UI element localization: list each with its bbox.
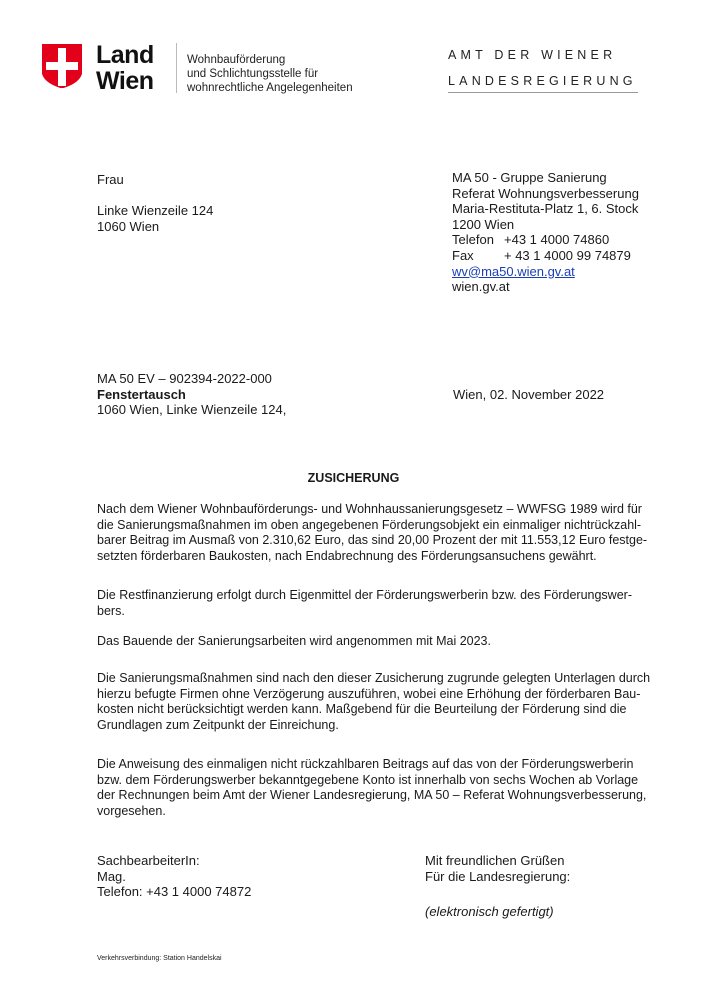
paragraph-line: bzw. dem Förderungswerber bekanntgegebene Konto ist innerhalb von sechs Wochen ab Vorlage xyxy=(97,772,639,787)
fax-label: Fax xyxy=(452,247,474,263)
fax-number: + 43 1 4000 99 74879 xyxy=(504,247,631,263)
department-line: Wohnbauförderung xyxy=(187,54,286,66)
paragraph-grant xyxy=(97,502,648,564)
document-heading: ZUSICHERUNG xyxy=(307,471,400,485)
paragraph-line: Nach dem Wiener Wohnbauförderungs- und Wohnhaussanierungsgesetz – WWFSG 1989 wird für xyxy=(97,502,642,516)
paragraph-line: hierzu befugte Firmen ohne Verzögerung auszuführen, wobei eine Erhöhung der förderbaren Bau- xyxy=(97,686,641,701)
logo-divider xyxy=(176,43,177,93)
paragraph-line: die Sanierungsmaßnahmen im oben angegebenen Förderungsobjekt ein einmaliger nichtrückzahl- xyxy=(97,517,642,532)
paragraph-payment xyxy=(97,757,647,819)
phone-number: +43 1 4000 74860 xyxy=(504,232,610,248)
department-line: wohnrechtliche Angelegenheiten xyxy=(187,82,353,94)
sender-unit: Referat Wohnungsverbesserung xyxy=(452,185,639,201)
authority-name xyxy=(448,42,638,94)
sender-fax-row xyxy=(452,248,639,264)
department-line: und Schlichtungsstelle für xyxy=(187,68,319,80)
reference-address: 1060 Wien, Linke Wienzeile 124, xyxy=(97,402,287,418)
letter-date: Wien, 02. November 2022 xyxy=(453,387,605,402)
paragraph-financing xyxy=(97,588,642,619)
sender-block xyxy=(452,170,639,295)
paragraph-line: Die Sanierungsmaßnahmen sind nach den dieser Zusicherung zugrunde gelegten Unterlagen durch xyxy=(97,671,651,685)
reference-number: MA 50 EV – 902394-2022-000 xyxy=(97,371,272,386)
case-officer-block xyxy=(97,853,251,900)
recipient-city: 1060 Wien xyxy=(97,218,160,234)
sender-street: Maria-Restituta-Platz 1, 6. Stock xyxy=(452,201,639,217)
phone-label: Telefon xyxy=(452,232,494,248)
paragraph-line: Das Bauende der Sanierungsarbeiten wird angenommen mit Mai 2023. xyxy=(97,634,491,648)
case-officer-phone: Telefon: +43 1 4000 74872 xyxy=(97,884,252,900)
closing-greeting: Mit freundlichen Grüßen xyxy=(425,853,565,868)
logo-line-wien: Wien xyxy=(96,67,154,95)
reference-subject: Fenstertausch xyxy=(97,386,186,402)
closing-block xyxy=(425,853,570,884)
paragraph-line: barer Beitrag im Ausmaß von 2.310,62 Euro, das sind 20,00 Prozent der mit 11.553,12 Euro festge- xyxy=(97,533,648,548)
paragraph-line: vorgesehen. xyxy=(97,803,166,818)
paragraph-line: Die Anweisung des einmaligen nicht rückzahlbaren Beitrags auf das von der Förderungswerberin xyxy=(97,757,634,771)
paragraph-line: Grundlagen zum Zeitpunkt der Einreichung. xyxy=(97,717,339,732)
reference-block xyxy=(97,371,286,418)
authority-line: AMT DER WIENER xyxy=(448,48,617,62)
authority-line: LANDESREGIERUNG xyxy=(448,74,637,88)
paragraph-line: kosten nicht berücksichtigt werden kann. Maßgebend für die Beurteilung der Förderung sind die xyxy=(97,702,627,717)
case-officer-name: Mag. xyxy=(97,868,126,884)
recipient-street: Linke Wienzeile 124 xyxy=(97,203,214,219)
logo-line-land: Land xyxy=(96,41,154,69)
sender-phone-row xyxy=(452,232,639,248)
paragraph-line: setzten förderbaren Baukosten, nach Endabrechnung des Förderungsansuchens gewährt. xyxy=(97,548,597,563)
sender-city: 1200 Wien xyxy=(452,216,515,232)
paragraph-completion xyxy=(97,634,642,650)
brand-logo-text xyxy=(96,42,154,94)
paragraph-line: Die Restfinanzierung erfolgt durch Eigenmittel der Förderungswerberin bzw. des Förderungswer- xyxy=(97,588,632,602)
case-officer-label: SachbearbeiterIn: xyxy=(97,853,200,868)
website-text: wien.gv.at xyxy=(452,279,510,295)
paragraph-conditions xyxy=(97,671,651,733)
signature-note: (elektronisch gefertigt) xyxy=(425,904,554,919)
recipient-address xyxy=(97,172,213,234)
vienna-flag-logo-icon xyxy=(42,44,82,88)
footer-transport-info: Verkehrsverbindung: Station Handelskai xyxy=(97,955,222,962)
email-link[interactable]: wv@ma50.wien.gv.at xyxy=(452,263,575,279)
department-name xyxy=(187,53,353,95)
paragraph-line: bers. xyxy=(97,603,125,618)
header-rule xyxy=(448,92,638,93)
sender-department: MA 50 - Gruppe Sanierung xyxy=(452,170,607,185)
closing-for: Für die Landesregierung: xyxy=(425,868,571,884)
recipient-salutation: Frau xyxy=(97,172,124,187)
paragraph-line: der Rechnungen beim Amt der Wiener Landesregierung, MA 50 – Referat Wohnungsverbesserung, xyxy=(97,788,647,803)
